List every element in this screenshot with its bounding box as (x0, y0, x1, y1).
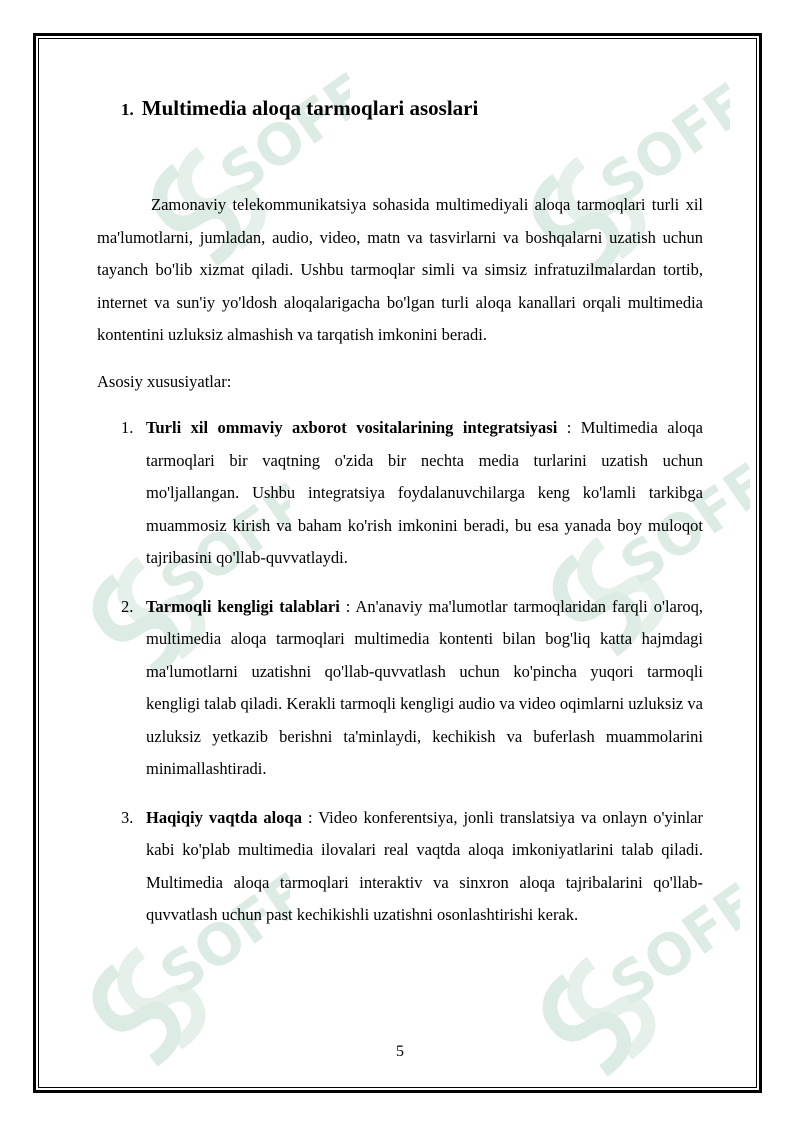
section-title: Multimedia aloqa tarmoqlari asoslari (141, 96, 479, 120)
feature-list (97, 412, 703, 932)
list-item-text: : Multimedia aloqa tarmoqlari bir vaqtning o'zida bir nechta media turlarini uzatish uchun mo'ljallangan. Ushbu integratsiya foydalanuvchilarga keng ko'lamli tarkibga muammosiz kirish va baham ko'rish imkonini beradi, bu esa yanada boy muloqot tajribasini qo'llab-quvvatlaydi. (146, 418, 703, 567)
svg-text:SOFF: SOFF (209, 61, 350, 209)
list-item (97, 412, 703, 575)
document-body (97, 96, 703, 948)
svg-text:SOFF: SOFF (599, 871, 740, 1019)
list-item-text: : Video konferentsiya, jonli translatsiya va onlayn o'yinlar kabi ko'plab multimedia ilovalari real vaqtda aloqa imkoniyatlarini talab qiladi. Multimedia aloqa tarmoqlari interaktiv va sinxron aloqa tajribalarini qo'llab-quvvatlash uchun past kechikishli uzatishni osonlashtirishi kerak. (146, 807, 703, 924)
svg-text:SOFF: SOFF (609, 451, 750, 599)
list-item-text: : An'anaviy ma'lumotlar tarmoqlaridan farqli o'laroq, multimedia aloqa tarmoqlari multimedia kontenti bilan bog'liq katta hajmdagi ma'lumotlarni uzatishni qo'llab-quvvatlash uchun ko'pincha yuqori tarmoqli kengligi talab qiladi. Kerakli tarmoqli kengligi audio va video oqimlarni uzluksiz va uzluksiz yetkazib berishni ta'minlaydi, kechikish va buferlash muammolarini minimallashtiradi. (146, 596, 703, 778)
section-number: 1. (121, 100, 134, 119)
list-item-number: 3. (121, 807, 134, 827)
list-item-title: Tarmoqli kengligi talablari (146, 596, 340, 616)
svg-text:SOFF: SOFF (589, 71, 730, 219)
svg-text:SOFF: SOFF (149, 861, 290, 1009)
svg-text:SOFF: SOFF (149, 471, 290, 619)
list-item-title: Turli xil ommaviy axborot vositalarining integratsiyasi (146, 418, 558, 437)
section-heading (121, 96, 703, 121)
list-item (97, 802, 703, 932)
page-number: 5 (396, 1043, 404, 1060)
list-item-number: 2. (121, 596, 134, 616)
list-item-number: 1. (121, 418, 134, 437)
features-label: Asosiy xususiyatlar: (97, 371, 232, 391)
intro-paragraph: Zamonaviy telekommunikatsiya sohasida multimediyali aloqa tarmoqlari turli xil ma'lumotlarni, jumladan, audio, video, matn va tasvirlarni va boshqalarni uzatish uchun tayanch bo'lib xizmat qiladi. Ushbu tarmoqlar simli va simsiz infratuzilmalardan tortib, internet va sun'iy yo'ldosh aloqalarigacha bo'lgan turli aloqa kanallari orqali multimedia kontentini uzluksiz almashish va tarqatish imkonini beradi. (97, 195, 703, 344)
list-item-title: Haqiqiy vaqtda aloqa (146, 807, 302, 827)
list-item (97, 591, 703, 786)
